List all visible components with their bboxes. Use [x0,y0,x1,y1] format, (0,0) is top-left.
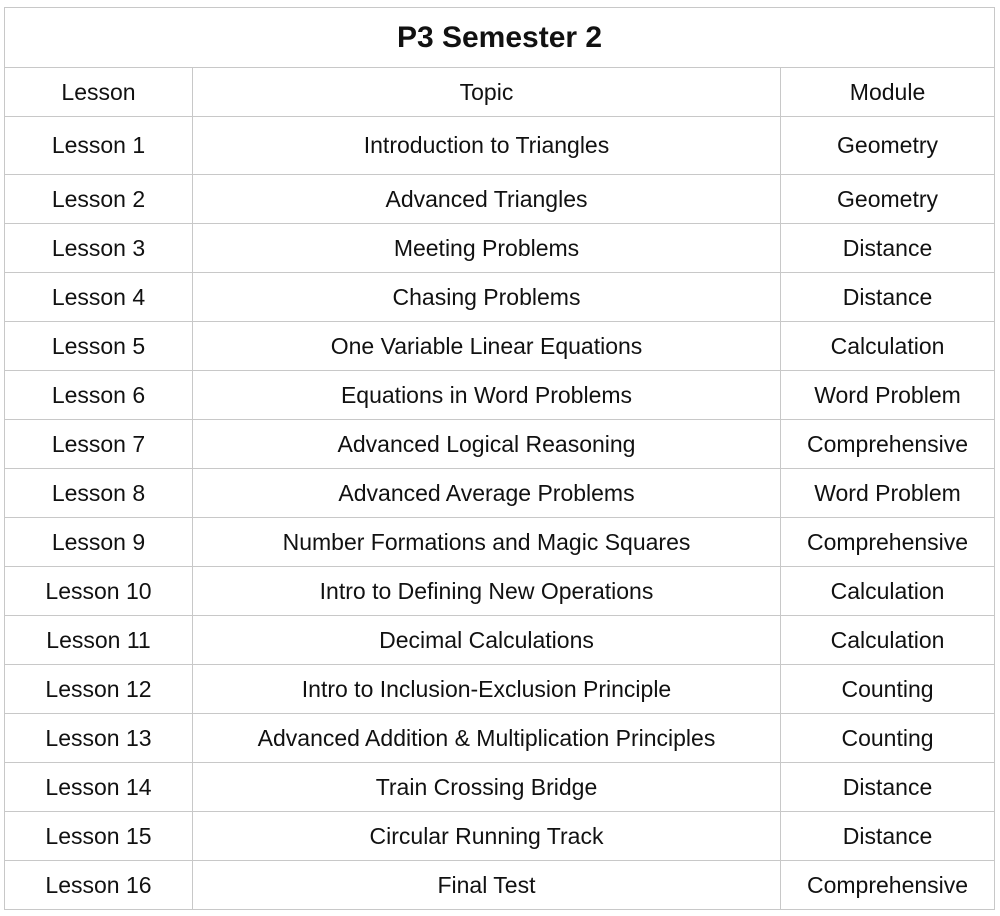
table-row [5,665,995,714]
cell-lesson: Lesson 16 [5,861,193,910]
table-row [5,224,995,273]
table-row [5,117,995,175]
cell-topic: Advanced Logical Reasoning [193,420,781,469]
cell-topic: Intro to Defining New Operations [193,567,781,616]
cell-module: Calculation [781,567,995,616]
cell-module: Counting [781,665,995,714]
cell-module: Distance [781,812,995,861]
cell-topic: Advanced Addition & Multiplication Principles [193,714,781,763]
cell-module: Word Problem [781,371,995,420]
table-row [5,469,995,518]
cell-module: Distance [781,273,995,322]
column-header-lesson: Lesson [5,68,193,117]
cell-topic: Intro to Inclusion-Exclusion Principle [193,665,781,714]
cell-module: Geometry [781,117,995,175]
cell-topic: Advanced Average Problems [193,469,781,518]
cell-lesson: Lesson 12 [5,665,193,714]
table-row [5,763,995,812]
cell-lesson: Lesson 5 [5,322,193,371]
cell-module: Distance [781,763,995,812]
cell-module: Distance [781,224,995,273]
cell-module: Comprehensive [781,861,995,910]
cell-topic: Chasing Problems [193,273,781,322]
header-row [5,68,995,117]
table-row [5,175,995,224]
schedule-table [4,7,995,910]
cell-lesson: Lesson 14 [5,763,193,812]
table-title: P3 Semester 2 [5,8,995,68]
cell-module: Comprehensive [781,420,995,469]
cell-lesson: Lesson 15 [5,812,193,861]
table-row [5,812,995,861]
cell-topic: Number Formations and Magic Squares [193,518,781,567]
cell-lesson: Lesson 6 [5,371,193,420]
cell-topic: Introduction to Triangles [193,117,781,175]
table-row [5,518,995,567]
cell-module: Geometry [781,175,995,224]
table-row [5,616,995,665]
cell-lesson: Lesson 11 [5,616,193,665]
cell-topic: Circular Running Track [193,812,781,861]
title-row [5,8,995,68]
cell-lesson: Lesson 13 [5,714,193,763]
cell-topic: Final Test [193,861,781,910]
cell-lesson: Lesson 3 [5,224,193,273]
table-row [5,420,995,469]
cell-lesson: Lesson 8 [5,469,193,518]
table-row [5,567,995,616]
schedule-table-container [4,7,994,910]
cell-lesson: Lesson 1 [5,117,193,175]
cell-lesson: Lesson 9 [5,518,193,567]
cell-module: Calculation [781,616,995,665]
table-row [5,322,995,371]
cell-topic: Decimal Calculations [193,616,781,665]
cell-lesson: Lesson 7 [5,420,193,469]
table-row [5,273,995,322]
cell-lesson: Lesson 10 [5,567,193,616]
table-body [5,117,995,910]
cell-module: Counting [781,714,995,763]
table-row [5,371,995,420]
column-header-module: Module [781,68,995,117]
cell-module: Calculation [781,322,995,371]
cell-topic: Train Crossing Bridge [193,763,781,812]
table-row [5,714,995,763]
cell-lesson: Lesson 2 [5,175,193,224]
cell-module: Word Problem [781,469,995,518]
table-row [5,861,995,910]
cell-topic: One Variable Linear Equations [193,322,781,371]
cell-module: Comprehensive [781,518,995,567]
column-header-topic: Topic [193,68,781,117]
cell-lesson: Lesson 4 [5,273,193,322]
cell-topic: Advanced Triangles [193,175,781,224]
cell-topic: Equations in Word Problems [193,371,781,420]
cell-topic: Meeting Problems [193,224,781,273]
